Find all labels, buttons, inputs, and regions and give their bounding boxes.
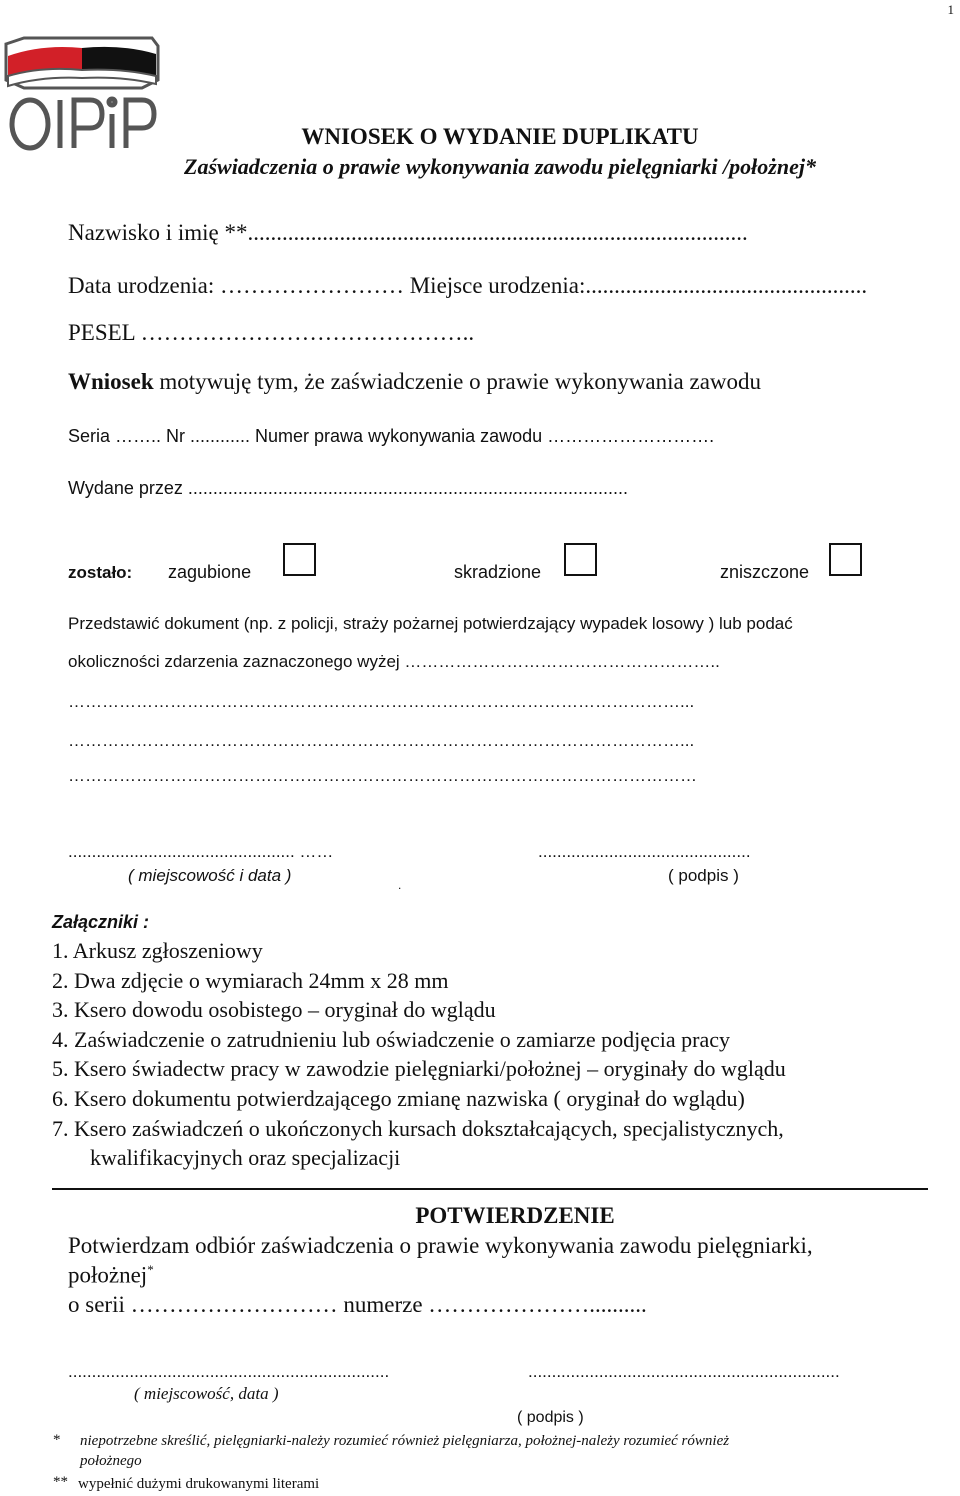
confirmation-line1: Potwierdzam odbiór zaświadczenia o prawie wykonywania zawodu pielęgniarki, [68,1233,813,1258]
footnote2-text: wypełnić dużymi drukowanymi literami [78,1476,320,1492]
confirmation-signature-dots[interactable]: .................................................................. [528,1362,840,1381]
page-number: 1 [947,2,954,17]
confirmation-line2-text: położnej [68,1262,148,1288]
birth-fields[interactable]: Data urodzenia: …………………… Miejsce urodzenia:................................................. [68,273,868,298]
option-lost-label: zagubione [168,562,252,582]
reason-bold: Wniosek [68,369,154,394]
destroyed-checkbox[interactable] [829,543,862,576]
place-date-caption: ( miejscowość i data ) [128,866,292,885]
confirmation-asterisk: * [147,1262,154,1277]
document-note-line2[interactable]: okoliczności zdarzenia zaznaczonego wyżej ……………………………………………….. [68,652,720,671]
confirmation-place-date-caption: ( miejscowość, data ) [134,1384,279,1403]
signature-dots[interactable]: ............................................. [538,842,751,861]
attachments-list [52,936,786,1173]
stolen-checkbox[interactable] [564,543,597,576]
confirmation-place-date-dots[interactable]: .................................................................... [68,1362,390,1381]
attachment-item: 1. Arkusz zgłoszeniowy [52,938,263,963]
lost-checkbox[interactable] [283,543,316,576]
attachment-item: 7. Ksero zaświadczeń o ukończonych kursach dokształcających, specjalistycznych, [52,1115,784,1141]
attachment-item: 2. Dwa zdjęcie o wymiarach 24mm x 28 mm [52,967,449,993]
place-date-dots[interactable]: ................................................ …… [68,842,334,861]
document-subtitle: Zaświadczenia o prawie wykonywania zawodu pielęgniarki /położnej* [184,154,816,179]
confirmation-line2 [68,1262,154,1289]
attachment-item-continuation: kwalifikacyjnych oraz specjalizacji [90,1145,401,1171]
document-note-line4[interactable]: ………………………………………………………………………………………………... [68,731,695,750]
series-number-field[interactable]: Seria …….. Nr ............ Numer prawa wykonywania zawodu ………………………. [68,426,715,446]
footnote1-line2: położnego [80,1453,142,1469]
document-note-line1: Przedstawić dokument (np. z policji, straży pożarnej potwierdzający wypadek losowy ) lub podać [68,614,793,633]
document-note-line5[interactable]: ………………………………………………………………………………………………… [68,766,697,785]
stray-dot: . [398,878,402,892]
attachment-item: 4. Zaświadczenie o zatrudnieniu lub oświadczenie o zamiarze podjęcia pracy [52,1026,731,1052]
issued-by-field[interactable]: Wydane przez ........................................................................................ [68,478,628,498]
name-field[interactable]: Nazwisko i imię **....................................................................................... [68,220,748,245]
document-note-line3[interactable]: ………………………………………………………………………………………………... [68,692,695,711]
attachments-title: Załączniki : [52,912,150,932]
reason-rest: motywuję tym, że zaświadczenie o prawie wykonywania zawodu [153,369,762,394]
attachment-item: 3. Ksero dowodu osobistego – oryginał do wglądu [52,997,496,1023]
option-stolen-label: skradzione [454,562,542,582]
signature-caption: ( podpis ) [668,866,739,885]
attachment-item: 6. Ksero dokumentu potwierdzającego zmianę nazwiska ( oryginał do wglądu) [52,1085,745,1111]
reason-line [68,369,761,395]
footnote1-mark: * [53,1432,61,1448]
document-title: WNIOSEK O WYDANIE DUPLIKATU [301,124,699,149]
footnote2-mark: ** [53,1474,68,1490]
section-divider [52,1188,928,1190]
confirmation-title: POTWIERDZENIE [415,1203,615,1228]
option-destroyed-label: zniszczone [720,562,810,582]
pesel-field[interactable]: PESEL …………………………………….. [68,320,475,345]
status-label: zostało: [68,563,133,582]
attachment-item: 5. Ksero świadectw pracy w zawodzie pielęgniarki/położnej – oryginały do wglądu [52,1056,786,1082]
footnote1-line1: niepotrzebne skreślić, pielęgniarki-należy rozumieć również pielęgniarza, położnej-należy rozumieć również [80,1433,730,1449]
confirmation-signature-caption: ( podpis ) [517,1409,584,1426]
confirmation-series-number[interactable]: o serii ……………………… numerze ………………….......... [68,1292,647,1317]
